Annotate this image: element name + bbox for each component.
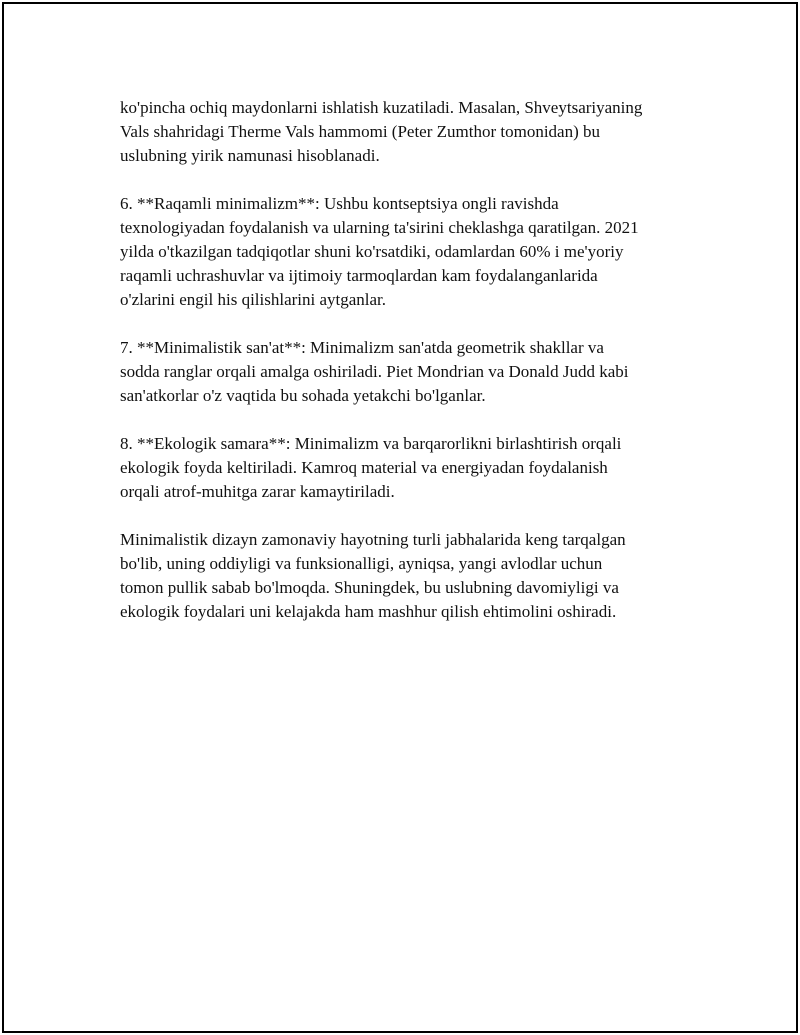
text-line: san'atkorlar o'z vaqtida bu sohada yetakchi bo'lganlar. bbox=[120, 386, 486, 405]
text-line: 7. **Minimalistik san'at**: Minimalizm san'atda geometrik shakllar va bbox=[120, 338, 604, 357]
text-line: 6. **Raqamli minimalizm**: Ushbu kontseptsiya ongli ravishda bbox=[120, 194, 559, 213]
text-line: Minimalistik dizayn zamonaviy hayotning turli jabhalarida keng tarqalgan bbox=[120, 530, 626, 549]
text-line: tomon pullik sabab bo'lmoqda. Shuningdek, bu uslubning davomiyligi va bbox=[120, 578, 619, 597]
paragraph-5-conclusion bbox=[120, 528, 700, 624]
document-page bbox=[2, 2, 798, 1033]
text-line: o'zlarini engil his qilishlarini aytganlar. bbox=[120, 290, 387, 309]
text-line: ko'pincha ochiq maydonlarni ishlatish kuzatiladi. Masalan, Shveytsariyaning bbox=[120, 98, 643, 117]
text-line: sodda ranglar orqali amalga oshiriladi. Piet Mondrian va Donald Judd kabi bbox=[120, 362, 629, 381]
paragraph-1 bbox=[120, 96, 700, 168]
text-line: bo'lib, uning oddiyligi va funksionalligi, ayniqsa, yangi avlodlar uchun bbox=[120, 554, 603, 573]
document-body bbox=[120, 96, 700, 648]
text-line: ekologik foydalari uni kelajakda ham mashhur qilish ehtimolini oshiradi. bbox=[120, 602, 617, 621]
text-line: Vals shahridagi Therme Vals hammomi (Peter Zumthor tomonidan) bu bbox=[120, 122, 601, 141]
text-line: yilda o'tkazilgan tadqiqotlar shuni ko'rsatdiki, odamlardan 60% i me'yoriy bbox=[120, 242, 624, 261]
text-line: uslubning yirik namunasi hisoblanadi. bbox=[120, 146, 380, 165]
text-line: raqamli uchrashuvlar va ijtimoiy tarmoqlardan kam foydalanganlarida bbox=[120, 266, 598, 285]
text-line: orqali atrof-muhitga zarar kamaytiriladi. bbox=[120, 482, 395, 501]
paragraph-3-minimalist-art bbox=[120, 336, 700, 408]
text-line: texnologiyadan foydalanish va ularning ta'sirini cheklashga qaratilgan. 2021 bbox=[120, 218, 639, 237]
paragraph-4-ecological-effect bbox=[120, 432, 700, 504]
text-line: 8. **Ekologik samara**: Minimalizm va barqarorlikni birlashtirish orqali bbox=[120, 434, 622, 453]
paragraph-2-digital-minimalism bbox=[120, 192, 700, 312]
text-line: ekologik foyda keltiriladi. Kamroq material va energiyadan foydalanish bbox=[120, 458, 608, 477]
